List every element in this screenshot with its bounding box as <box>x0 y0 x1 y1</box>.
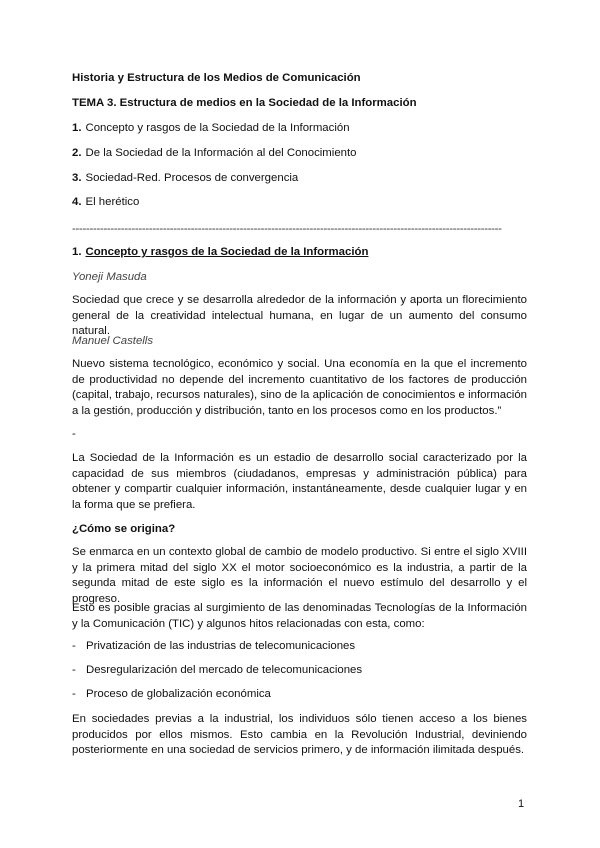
bullet-dash: - <box>72 640 76 652</box>
author-castells: Manuel Castells <box>72 335 154 347</box>
section-title: Concepto y rasgos de la Sociedad de la Información <box>85 246 369 258</box>
separator-line: --------------------------------------------------------------------------------------------------------------------------- <box>72 223 502 235</box>
toc-text: El herético <box>85 196 140 208</box>
list-item-text: Privatización de las industrias de telecomunicaciones <box>86 640 356 652</box>
author-masuda: Yoneji Masuda <box>72 271 147 283</box>
list-item <box>72 640 355 652</box>
list-item <box>72 664 362 676</box>
origin-paragraph-2: Esto es posible gracias al surgimiento de las denominadas Tecnologías de la Información y la Comunicación (TIC) y algunos hitos relacionadas con esta, como: <box>72 602 527 630</box>
toc-item-3 <box>72 172 298 184</box>
definition-paragraph: La Sociedad de la Información es un estadio de desarrollo social caracterizado por la capacidad de sus miembros (ciudadanos, empresas y administración pública) para obtener y compartir cualquier información, instantáneamente, desde cualquier lugar y en la forma que se prefiera. <box>72 452 527 511</box>
topic-title: TEMA 3. Estructura de medios en la Sociedad de la Información <box>72 97 417 109</box>
toc-number: 2. <box>72 147 82 159</box>
toc-item-2 <box>72 147 357 159</box>
toc-number: 3. <box>72 172 82 184</box>
toc-number: 4. <box>72 196 82 208</box>
bullet-dash: - <box>72 688 76 700</box>
origin-paragraph-1: Se enmarca en un contexto global de cambio de modelo productivo. Si entre el siglo XVIII y la primera mitad del siglo XX el motor socioeconómico es la industria, a partir de la segunda mitad de este siglo es la información el nuevo estímulo del desarrollo y el progreso. <box>72 546 527 605</box>
toc-text: Sociedad-Red. Procesos de convergencia <box>85 172 299 184</box>
toc-text: De la Sociedad de la Información al del Conocimiento <box>85 147 357 159</box>
list-item-text: Desregularización del mercado de telecomunicaciones <box>86 664 363 676</box>
origin-paragraph-3: En sociedades previas a la industrial, los individuos sólo tienen acceso a los bienes producidos por ellos mismos. Esto cambia en la Revolución Industrial, deviniendo posteriormente en una sociedad de servicios primero, y de información ilimitada después. <box>72 713 527 756</box>
section-heading <box>72 246 368 258</box>
toc-number: 1. <box>72 122 82 134</box>
toc-text: Concepto y rasgos de la Sociedad de la Información <box>85 122 350 134</box>
course-title: Historia y Estructura de los Medios de Comunicación <box>72 72 361 84</box>
origin-heading: ¿Cómo se origina? <box>72 523 176 535</box>
toc-item-1 <box>72 122 350 134</box>
page-number: 1 <box>518 798 525 810</box>
quote-masuda: Sociedad que crece y se desarrolla alrededor de la información y aporta un florecimiento general de la creatividad intelectual humana, en lugar de un aumento del consumo natural. <box>72 294 527 337</box>
list-item <box>72 688 271 700</box>
toc-item-4 <box>72 196 139 208</box>
bullet-dash: - <box>72 664 76 676</box>
dash-mark: - <box>72 428 76 440</box>
section-number: 1. <box>72 246 82 258</box>
list-item-text: Proceso de globalización económica <box>86 688 271 700</box>
quote-castells: Nuevo sistema tecnológico, económico y social. Una economía en la que el incremento de productividad no depende del incremento cuantitativo de los factores de producción (capital, trabajo, recursos naturales), sino de la aplicación de conocimientos e información a la gestión, producción y distribución, tanto en los procesos como en los productos.” <box>72 358 527 417</box>
